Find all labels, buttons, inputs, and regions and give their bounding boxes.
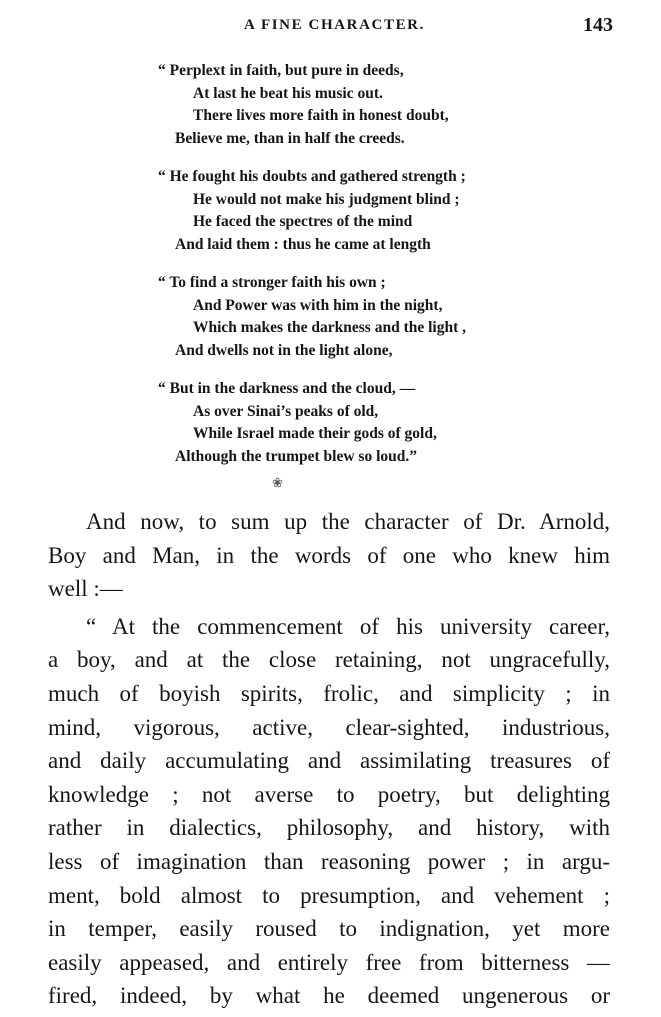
verse-line: Which makes the darkness and the light ,: [193, 319, 467, 336]
verse-line: He would not make his judgment blind ;: [193, 190, 460, 208]
verse-line: While Israel made their gods of gold,: [193, 425, 437, 442]
prose-line: less of imagination than reasoning power ; in argu-: [48, 848, 610, 874]
prose-line: knowledge ; not averse to poetry, but delighting: [48, 781, 610, 807]
prose-line: Boy and Man, in the words of one who knew him: [48, 542, 610, 568]
verse-line: There lives more faith in honest doubt,: [193, 107, 449, 124]
prose-line: and daily accumulating and assimilating treasures of: [48, 748, 610, 774]
paragraph-2: [48, 610, 610, 1013]
stanza-4: [0, 378, 661, 468]
running-head: [0, 10, 661, 40]
stanza-1: [0, 60, 661, 150]
page-number: 143: [583, 14, 613, 36]
prose-line: a boy, and at the close retaining, not ungracefully,: [48, 647, 610, 673]
verse-line: And Power was with him in the night,: [193, 296, 443, 314]
verse-line: And laid them : thus he came at length: [175, 235, 431, 253]
prose-line: mind, vigorous, active, clear-sighted, industrious,: [48, 714, 610, 740]
paragraph-1: [48, 505, 610, 606]
stanza-3: [0, 272, 661, 362]
prose-line: much of boyish spirits, frolic, and simplicity ; in: [48, 680, 610, 706]
verse-line: “ He fought his doubts and gathered strength ;: [158, 168, 466, 185]
verse-line: And dwells not in the light alone,: [175, 341, 393, 359]
prose-line: “ At the commencement of his university career,: [86, 613, 610, 639]
verse-line: At last he beat his music out.: [193, 84, 383, 102]
running-title: A FINE CHARACTER.: [244, 17, 425, 33]
prose-line: fired, indeed, by what he deemed ungenerous or: [48, 983, 610, 1009]
verse-line: “ Perplext in faith, but pure in deeds,: [158, 62, 404, 79]
poem: [0, 60, 661, 484]
verse-line: “ To find a stronger faith his own ;: [158, 274, 386, 291]
prose-line: And now, to sum up the character of Dr. Arnold,: [86, 509, 610, 534]
stanza-2: [0, 166, 661, 256]
prose-line: ment, bold almost to presumption, and vehement ;: [48, 882, 610, 908]
prose-body: [48, 505, 610, 1017]
verse-line: “ But in the darkness and the cloud, —: [158, 380, 416, 397]
verse-line: He faced the spectres of the mind: [193, 213, 413, 230]
prose-line: in temper, easily roused to indignation, yet more: [48, 916, 610, 942]
prose-line: easily appeased, and entirely free from bitterness —: [48, 949, 610, 975]
verse-line: As over Sinai’s peaks of old,: [193, 402, 379, 420]
prose-line: rather in dialectics, philosophy, and history, with: [48, 815, 610, 841]
verse-line: Although the trumpet blew so loud.”: [175, 447, 417, 465]
ornament-icon: ❀: [272, 475, 283, 490]
prose-line: well :—: [48, 576, 123, 602]
verse-line: Believe me, than in half the creeds.: [175, 129, 405, 147]
